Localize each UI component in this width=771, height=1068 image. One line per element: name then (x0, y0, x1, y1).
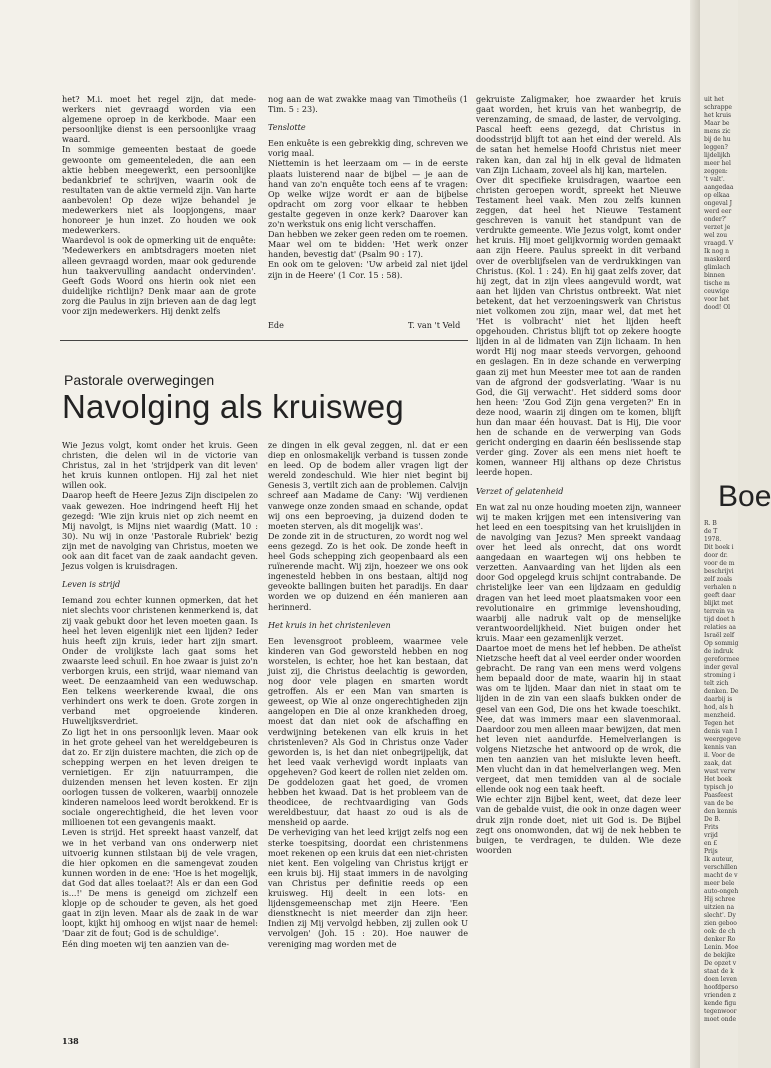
adjacent-page-line: Frits (704, 824, 719, 831)
paragraph: Iemand zou echter kunnen opmerken, dat het niet slechts voor christenen kenmerkend is, dat zij vaak gebukt door het leven moeten gaan. Is heel het leven eigenlijk niet een lijden? Ieder huis heeft zijn kruis, ieder hart zijn smart. Onder de vrolijkste lach gaat soms het zwaarste leed schuil. En hoe zwaar is juist zo'n verborgen kruis, een strijd, waar niemand van weet. De eenzaamheid van een weduwschap. Een telkens weerkerende kwaal, die ons verhindert ons werk te doen. Grote zorgen in verband met opgroeiende kinderen. Huwelijksverdriet. (62, 595, 258, 727)
adjacent-page-line: tegenwoor (704, 1008, 737, 1015)
adjacent-page-line: Israël zelf (704, 632, 735, 639)
adjacent-page-line: geeft daar (704, 592, 736, 599)
subheading-verzet: Verzet of gelatenheid (476, 485, 564, 496)
adjacent-page-line: Prijs (704, 848, 718, 855)
paragraph: Niettemin is het leerzaam om — in de eerste plaats luisterend naar de bijbel — je aan de hand van zo'n enquête toch eens af te vragen: Op welke wijze wordt er aan de bijbelse opdracht om zorg voor elkaar te hebben gestalte gegeven in onze kerk? Daarover kan zo'n werkstuk ons enig licht verschaffen. (268, 158, 468, 230)
paragraph: Waardevol is ook de opmerking uit de enquête: 'Medewerkers en ambtsdragers moeten niet alleen gevraagd worden, maar ook gedurende hun taakvervulling aandacht ondervinden'. Geeft Gods Woord ons hierin ook niet een duidelijke richtlijn? Denk maar aan de grote zorg die Paulus in zijn brieven aan de dag legt voor zijn medewerkers. Hij denkt zelfs (62, 235, 256, 316)
adjacent-page-heading: Boe (718, 480, 771, 513)
adjacent-page-line: Op sommig (704, 640, 739, 647)
adjacent-page-line: Ik auteur, (704, 856, 734, 863)
paragraph: gekruiste Zaligmaker, hoe zwaarder het kruis gaat worden, het kruis van het wanbegrip, de verenzaming, de smaad, de laster, de vervolging. Pascal heeft eens gezegd, dat Christus in doodsstrijd blijft tot aan het eind der wereld. Als de satan het hemelse Hoofd Christus niet meer raken kan, dan zal hij in elk geval de lidmaten van Zijn Lichaam, zoveel als hij kan, martelen. (476, 94, 681, 175)
paragraph: Leven is strijd. Het spreekt haast vanzelf, dat we in het verband van ons onderwerp niet uitvoerig kunnen stilstaan bij de vele vragen, die hier opkomen en die samengevat zouden kunnen worden in de ene: 'Hoe is het mogelijk, dat God dat alles toelaat?! Als er dan een God is...!' De mens is geneigd om zichzelf een klopje op de schouder te geven, als het goed gaat in zijn leven. Maar als de zaak in de war loopt, kijkt hij omhoog en wijst naar de hemel: 'Daar zit de fout; God is de schuldige'. (62, 827, 258, 939)
top-column-2 (268, 94, 468, 319)
adjacent-page-line: wust verw (704, 768, 736, 775)
paragraph: Maar wel om te bidden: 'Het werk onzer handen, bevestig dat' (Psalm 90 : 17). (268, 239, 468, 260)
paragraph: Daartoe moet de mens het lef hebben. De atheïst Nietzsche heeft dat al veel eerder onder woorden gebracht. De rang van een mens werd volgens hem bepaald door de mate, waarin hij in staat was om te lijden. Maar dan niet in staat om te lijden in de zin van een slaafs bukken onder de gesel van een God, Die ons het kwade toeschikt. Nee, dat was immers maar een slavenmoraal. Daardoor zou men alleen maar bewijzen, dat men het leven niet aandurfde. Hemelverlangen is volgens Nietzsche het antwoord op de wrok, die men ten aanzien van het mislukte leven heeft. Men vlucht dan in dat hemelverlangen weg. Men vergeet, dat men temidden van al de sociale ellende ook nog een taak heeft. (476, 642, 681, 795)
article-title: Navolging als kruisweg (62, 388, 404, 425)
adjacent-page-line: bij de hu (704, 136, 731, 143)
adjacent-page-line: uit het (704, 96, 724, 103)
adjacent-page-line: stroming i (704, 672, 736, 679)
adjacent-page-line: glimlach (704, 264, 731, 271)
adjacent-page-line: beschrijvi (704, 568, 734, 575)
adjacent-page-text-bottom (704, 520, 741, 1024)
adjacent-page-line: den kennis (704, 808, 738, 815)
adjacent-page-line: vrienden z (704, 992, 736, 999)
signature-author: T. van 't Veld (408, 320, 461, 330)
paragraph: nog aan de wat zwakke maag van Timotheüs (1 Tim. 5 : 23). (268, 94, 468, 115)
adjacent-page-line: voor het (704, 296, 730, 303)
adjacent-page-line: Maar be (704, 120, 730, 127)
main-column-1 (62, 440, 258, 1030)
adjacent-page-line: menzheid. (704, 712, 736, 719)
adjacent-page-line: De opzet v (704, 960, 737, 967)
adjacent-page-line: denker Ro (704, 936, 736, 943)
paragraph: In sommige gemeenten bestaat de goede gewoonte om gemeenteleden, die aan een aktie hebben meegewerkt, een persoonlijke bedankbrief te schrijven, waarin ook de resultaten van de aktie vermeld zijn. Van harte aanbevolen! Op deze wijze behandel je medewerkers niet als loopjongens, maar honoreer je hun inzet. Zo houden we ook medewerkers. (62, 144, 256, 236)
adjacent-page-line: ongeval J (704, 200, 733, 207)
adjacent-page-line: wel zou (704, 232, 728, 239)
adjacent-page-line: De B. (704, 816, 721, 823)
adjacent-page-line: zaak, dat (704, 760, 732, 767)
adjacent-page-line: blijkt met (704, 600, 734, 607)
top-column-1 (62, 94, 256, 329)
adjacent-page-line: Het boek (704, 776, 732, 783)
paragraph: ze dingen in elk geval zeggen, nl. dat er een diep en onlosmakelijk verband is tussen zonde en leed. Op de bodem aller vragen ligt der wereld zondeschuld. Wie hier niet begint bij Genesis 3, vertilt zich aan de problemen. Calvijn schreef aan Madame de Cany: 'Wij verdienen vanwege onze zonden smaad en schande, opdat wij ons een beproeving, ja duizend doden te moeten sterven, als dit mogelijk was'. (268, 440, 468, 531)
adjacent-page-line: werd eer (704, 208, 732, 215)
adjacent-page-line: inder geval (704, 664, 739, 671)
adjacent-page-line: maskerd (704, 256, 731, 263)
adjacent-page-text-top (704, 96, 733, 312)
paragraph: De verheviging van het leed krijgt zelfs nog een sterke toespitsing, doordat een christenmens moet rekenen op een kruis dat een niet-christen niet kent. Een volgeling van Christus krijgt er een kruis bij. Hij staat immers in de navolging van Christus per definitie reeds op een kruisweg. Hij deelt in een lots- en lijdensgemeenschap met zijn Heere. 'Een dienstknecht is niet meerder dan zijn heer. Indien zij Mij vervolgd hebben, zij zullen ook U vervolgen' (Joh. 15 : 20). Hoe nauwer de vereniging mag worden met de (268, 827, 468, 949)
adjacent-page-line: Lenin. Moe (704, 944, 739, 951)
paragraph: Over dit specifieke kruisdragen, waartoe een christen geroepen wordt, spreekt het Nieuwe Testament heel vaak. Men zou zelfs kunnen zeggen, dat heel het Nieuwe Testament geschreven is vanuit het standpunt van de verdrukte gemeente. Wie Jezus volgt, komt onder het kruis. Hij moet gelijkvormig worden gemaakt aan zijn Heere. Paulus spreekt in dit verband over de overblijfselen van de verdrukkingen van Christus. (Kol. 1 : 24). En hij gaat zelfs zover, dat hij zegt, dat in zijn vlees aangevuld wordt, wat aan het lijden van Christus ontbreekt. Wat niet betekent, dat het verzoeningswerk van Christus niet volkomen zou zijn, maar wel, dat met het 'Het is volbracht' niet het lijden heeft opgehouden. Christus blijft tot op zekere hoogte lijden in al de lidmaten van Zijn lichaam. In hen wordt Hij nog maar steeds vervorgen, gehoond en geslagen. En in deze schande en verwerping gaan zij met hun Meester mee tot aan de randen van de afgrond der godsverlating. 'Waar is nu God, die Gij verwacht'. Het sidderd soms door hen heen: 'Zou God Zijn gena vergeten?' En in deze nood, waarin zij dingen om te komen, blijft hun dan maar één houvast. Dat is Hij, Die voor hen de schande en de verwerping van Gods gericht onderging en daarin één beslissende stap verder ging. Zover als een mens niet hoeft te komen, wanneer Hij althans op deze Christus leerde hopen. (476, 174, 681, 478)
page-gutter (690, 0, 700, 1068)
paragraph: Daarop heeft de Heere Jezus Zijn discipelen zo vaak gewezen. Hoe indringend heeft Hij het gezegd: 'Wie zijn kruis niet op zich neemt en Mij navolgt, is Mijns niet waardig (Matt. 10 : 30). Nu wij in onze 'Pastorale Rubriek' bezig zijn met de navolging van Christus, moeten we ook aan dit facet van de zaak aandacht geven. Jezus volgen is kruisdragen. (62, 490, 258, 572)
adjacent-page-line: uitzien na (704, 904, 735, 911)
adjacent-page-line: il. Voor de (704, 752, 735, 759)
paragraph: De zonde zit in de structuren, zo wordt nog wel eens gezegd. Zo is het ook. De zonde heeft in heel Gods schepping zich geopenbaard als een ruïnerende macht. Wij zijn, hoezeer we ons ook ingenesteld hebben in ons bestaan, altijd nog geveokte ballingen buiten het paradijs. En daar worden we op duizend en één manieren aan herinnerd. (268, 530, 468, 612)
adjacent-page-line: 't valt'. (704, 176, 725, 183)
paragraph: Zo ligt het in ons persoonlijk leven. Maar ook in het grote geheel van het wereldgebeuren is dat zo. Er zijn duistere machten, die zich op de schepping werpen en het leven dreigen te vernietigen. Er zijn natuurrampen, die duizenden mensen het leven kosten. Er zijn oorlogen tussen de volkeren, waarbij onnozele kinderen nameloos leed wordt berokkend. Er is sociale ongerechtigheid, die het leven voor millioenen tot een gevangenis maakt. (62, 726, 258, 828)
adjacent-page-line: hoofdperso (704, 984, 739, 991)
page-number: 138 (62, 1036, 79, 1046)
adjacent-page-line: verschillen (704, 864, 738, 871)
adjacent-page-line: op elkaa (704, 192, 730, 199)
adjacent-page-line: lijdelijkh (704, 152, 731, 159)
adjacent-page-line: 1978. (704, 536, 722, 543)
adjacent-page-line: verzet je (704, 224, 731, 231)
adjacent-page-line: leggen? (704, 144, 728, 151)
adjacent-page-line: kennis van (704, 744, 737, 751)
adjacent-page-line: kende figu (704, 1000, 737, 1007)
adjacent-page-line: moet onde (704, 1016, 737, 1023)
adjacent-page-line: terrein va (704, 608, 734, 615)
adjacent-page-line: denis van I (704, 728, 738, 735)
paragraph: Een levensgroot probleem, waarmee vele kinderen van God geworsteld hebben en nog worstelen, is echter, hoe het kan bestaan, dat juist zij, die Christus deelachtig is geworden, nog door vele plagen en smarten wordt getroffen. Als er een Man van smarten is geweest, op Wie al onze ongerechtigheden zijn aangelopen en Die al onze krankheden droeg, moest dat dan niet ook de afschaffing en verdwijning betekenen van elk kruis in het christenleven? Als God in Christus onze Vader geworden is, is het dan niet onbegrijpelijk, dat het leed vaak verhevigd wordt inplaats van opgeheven? God keert de rollen niet zelden om. De goddelozen gaat het goed, de vromen hebben het kwaad. Dat is het probleem van de theodicee, de rechtvaardiging van Gods wereldbestuur, dat haast zo oud is als de mensheid op aarde. (268, 635, 468, 828)
adjacent-page-line: mens zic (704, 128, 731, 135)
adjacent-page-line: tische m (704, 280, 730, 287)
adjacent-page-line: gereformee (704, 656, 740, 663)
adjacent-page-line: binnen (704, 272, 725, 279)
adjacent-page-line: typisch jo (704, 784, 734, 791)
adjacent-page-line: auto-ongeh (704, 888, 739, 895)
subheading-leven-is-strijd: Leven is strijd (62, 579, 121, 590)
adjacent-page-line: zien geboo (704, 920, 737, 927)
adjacent-page-line: Paasfeest (704, 792, 733, 799)
adjacent-page-line: macht de v (704, 872, 738, 879)
adjacent-page-line: door dr. (704, 552, 728, 559)
adjacent-page-line: tijd doet h (704, 616, 736, 623)
paragraph: Dan hebben we zeker geen reden om te roemen. (268, 229, 469, 240)
subheading-het-kruis: Het kruis in het christenleven (268, 619, 391, 630)
adjacent-page-line: ook: de ch (704, 928, 736, 935)
paragraph: En ook om te geloven: 'Uw arbeid zal niet ijdel zijn in de Heere' (1 Cor. 15 : 58). (268, 259, 468, 280)
adjacent-page-line: de bekijke (704, 952, 736, 959)
adjacent-page-line: telt zich (704, 680, 729, 687)
main-column-2 (268, 440, 468, 1030)
adjacent-page-line: slecht'. Dy (704, 912, 736, 919)
paragraph: Een enkuête is een gebrekkig ding, schreven we vorig maal. (268, 138, 468, 159)
adjacent-page-line: ceuwige (704, 288, 730, 295)
paragraph: het? M.i. moet het regel zijn, dat mede-werkers niet gevraagd worden via een algemene oproep in de kerkbode. Maar een persoonlijke dienst is een persoonlijke vraag waard. (62, 94, 256, 145)
adjacent-page-line: en £ (704, 840, 718, 847)
adjacent-page-line: voor de m (704, 560, 735, 567)
adjacent-page-line: vraagd. V (704, 240, 734, 247)
section-divider (60, 340, 468, 341)
adjacent-page-line: zeggen: (704, 168, 728, 175)
adjacent-page-line: denken. De (704, 688, 739, 695)
adjacent-page-line: staat de k (704, 968, 734, 975)
adjacent-page-line: Tegen het (704, 720, 735, 727)
paragraph: En wat zal nu onze houding moeten zijn, wanneer wij te maken krijgen met een intensivering van het leed en een toespitsing van het kruislijden in de navolging van Jezus? Men spreekt vandaag over het leed als onrecht, dat ons wordt aangedaan en waartegen wij ons hebben te verzetten. Aanvaarding van het lijden als een door God opgelegd kruis schijnt contrabande. De christelijke leer van een lijdzaam en geduldig dragen van het leed moet plaatsmaken voor een revolutionaire en grimmige levenshouding, waarbij alle nadruk valt op de menselijke verantwoordelijkheid. Niet buigen onder het kruis. Maar een gezamenlijk verzet. (476, 501, 681, 643)
adjacent-page-line: zelf zoals (704, 576, 733, 583)
adjacent-page-line: doen leven (704, 976, 738, 983)
adjacent-page-line: Ik nog n (704, 248, 730, 255)
signature-place: Ede (268, 320, 284, 330)
adjacent-page-line: vrijd (704, 832, 718, 839)
adjacent-page-line: onder?' (704, 216, 727, 223)
adjacent-page-line: daarbij is (704, 696, 733, 703)
adjacent-page-line: dood! Ol (704, 304, 731, 311)
adjacent-page-line: de indruk (704, 648, 734, 655)
adjacent-page-line: meer hel (704, 160, 731, 167)
adjacent-page-line: van de be (704, 800, 734, 807)
adjacent-page-line: relaties aa (704, 624, 736, 631)
adjacent-page-line: de T (704, 528, 718, 535)
paragraph: Wie Jezus volgt, komt onder het kruis. Geen christen, die delen wil in de victorie van Christus, zal in het 'strijdperk van dit leven' het kruis kunnen ontlopen. Hij zal het niet willen ook. (62, 440, 258, 491)
adjacent-page-line: meer bele (704, 880, 735, 887)
adjacent-page-line: R. B (704, 520, 717, 527)
adjacent-page-line: hod, als h (704, 704, 734, 711)
adjacent-page-line: schrappe (704, 104, 732, 111)
adjacent-page-line: Hij schree (704, 896, 736, 903)
adjacent-page-edge (700, 0, 741, 1068)
adjacent-page-line: het kruis (704, 112, 732, 119)
paragraph: Wie echter zijn Bijbel kent, weet, dat deze leer van de gebalde vuist, die ook in onze dagen weer druk zijn ronde doet, niet uit God is. De Bijbel zegt ons onomwonden, dat wij de nek hebben te buigen, te verdragen, te dulden. Wie deze woorden (476, 794, 681, 855)
subheading-tenslotte: Tenslotte (268, 122, 306, 133)
adjacent-page-line: aangedaa (704, 184, 734, 191)
article-kicker: Pastorale overwegingen (64, 372, 215, 388)
adjacent-page-line: Dit boek i (704, 544, 734, 551)
paragraph: Eén ding moeten wij ten aanzien van de- (62, 938, 229, 949)
main-column-3 (476, 94, 681, 1034)
adjacent-page-line: verhalen n (704, 584, 737, 591)
adjacent-page-line: weergegeve (704, 736, 741, 743)
